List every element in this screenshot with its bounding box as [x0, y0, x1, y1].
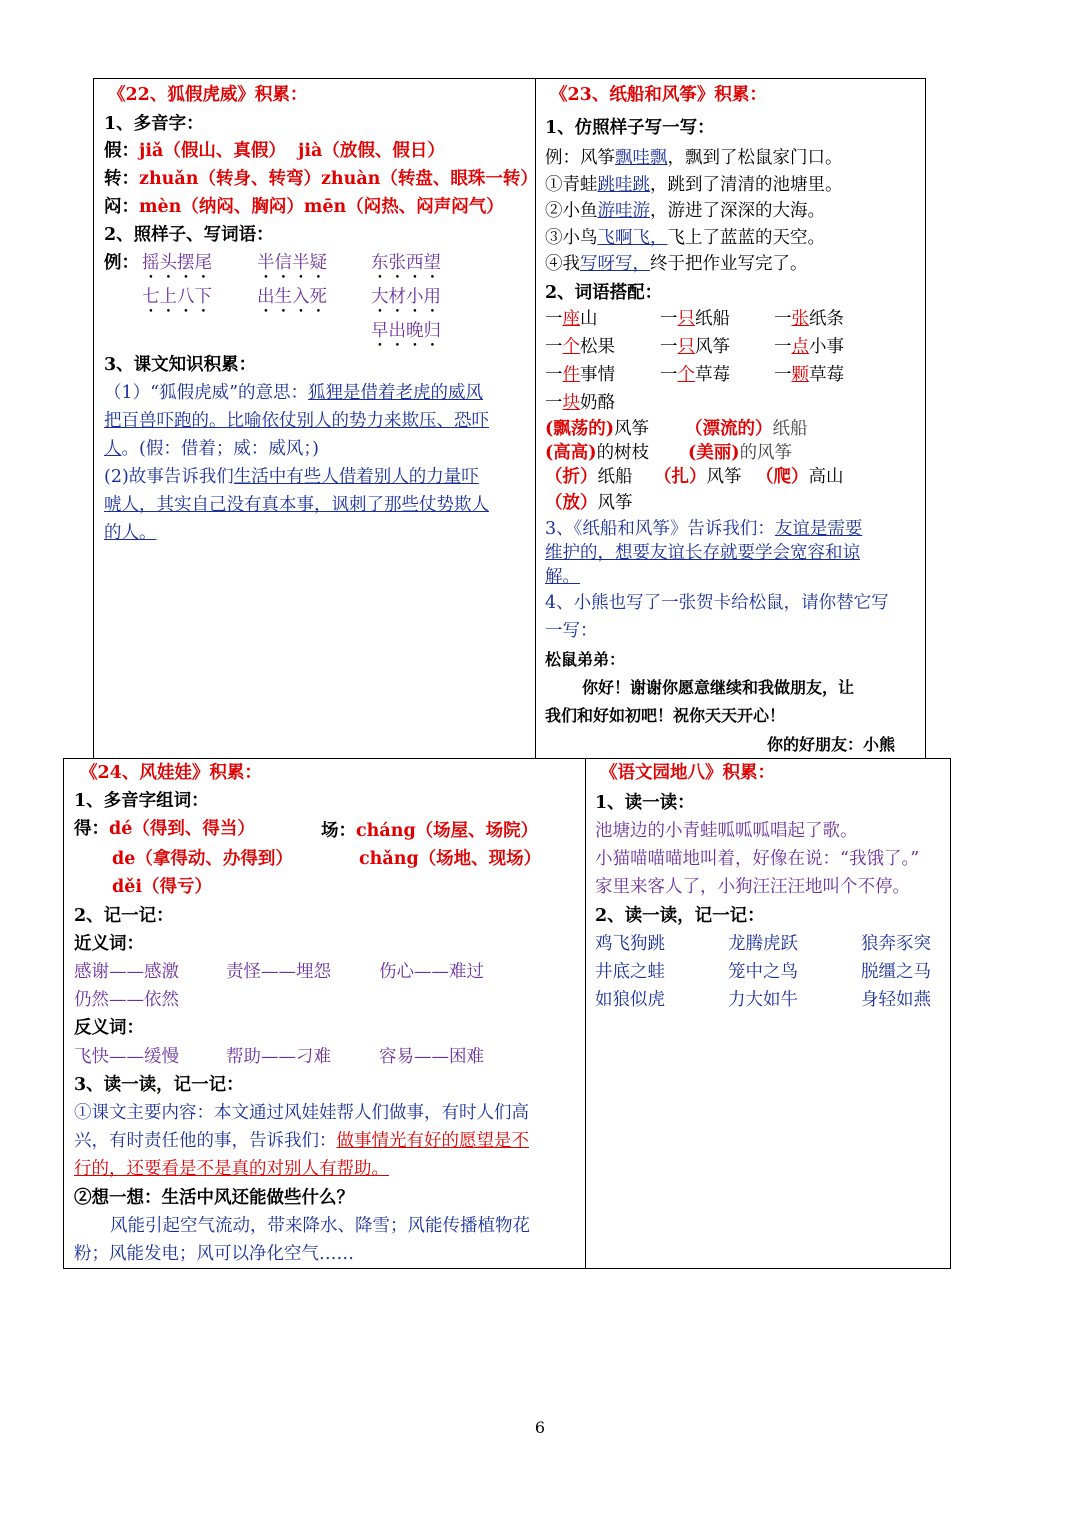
adj-pair: (高高)的树枝	[545, 443, 650, 463]
idiom-item: 如狼似虎	[595, 990, 665, 1010]
card-salutation: 松鼠弟弟：	[545, 650, 626, 669]
think-question: ②想一想：生活中风还能做些什么？	[74, 1188, 354, 1208]
friendship-line: 维护的，想要友谊长存就要学会宽容和谅	[545, 543, 860, 563]
read-sentence: 家里来客人了，小狗汪汪汪地叫个不停。	[595, 877, 910, 897]
measure-pair: 一只纸船	[660, 309, 730, 329]
example-label: 例：	[104, 253, 139, 273]
read-sentence: 池塘边的小青蛙呱呱呱唱起了歌。	[595, 821, 858, 841]
word-item: 东张西望	[371, 253, 441, 273]
imitate-heading: 1、仿照样子写一写：	[545, 118, 715, 138]
polyphone-heading: 1、多音字组词：	[74, 791, 209, 811]
lesson-24-title: 《24、风娃娃》积累：	[80, 763, 262, 783]
word-item: 七上八下	[142, 287, 212, 307]
adj-pair: (美丽)的风筝	[688, 443, 793, 463]
measure-pair: 一个松果	[545, 337, 615, 357]
imitate-line: ③小鸟飞啊飞，飞上了蓝蓝的天空。	[545, 228, 825, 248]
lesson-line: (2)故事告诉我们生活中有些人借着别人的力量吓	[104, 467, 479, 487]
word-item: 半信半疑	[257, 253, 327, 273]
idiom-item: 鸡飞狗跳	[595, 934, 665, 954]
idiom-item: 井底之蛙	[595, 962, 665, 982]
measure-pair: 一块奶酪	[545, 393, 615, 413]
verb-pair: （折）纸船	[545, 467, 633, 487]
card-task-line: 一写：	[545, 621, 598, 641]
page-number: 6	[534, 1418, 546, 1437]
measure-pair: 一只风筝	[660, 337, 730, 357]
idiom-heading: 2、读一读，记一记：	[595, 906, 765, 926]
write-words-heading: 2、照样子、写词语：	[104, 225, 274, 245]
lesson-line: 的人。	[104, 523, 157, 543]
verb-pair: （爬）高山	[756, 467, 844, 487]
remember-heading: 2、记一记：	[74, 906, 174, 926]
knowledge-heading: 3、课文知识积累：	[104, 355, 257, 375]
card-signature: 你的好朋友：小熊	[767, 735, 896, 754]
think-answer: 风能引起空气流动，带来降水、降雪；风能传播植物花	[110, 1216, 530, 1236]
meaning-line: （1）“狐假虎威”的意思：狐狸是借着老虎的威风	[104, 383, 484, 403]
meaning-line: 把百兽吓跑的。比喻依仗别人的势力来欺压、恐吓	[104, 411, 489, 431]
imitate-line: ④我写呀写，终于把作业写完了。	[545, 254, 808, 274]
polyphone-de: 得：dé（得到、得当）	[74, 819, 255, 839]
adj-pair: （漂流的）纸船	[685, 419, 808, 439]
polyphone-de: děi（得亏）	[112, 877, 213, 897]
antonym-pair: 飞快——缓慢	[74, 1047, 179, 1067]
idiom-item: 狼奔豕突	[861, 934, 931, 954]
idiom-item: 脱缰之马	[861, 962, 931, 982]
polyphone-chang: chǎng（场地、现场）	[359, 849, 542, 869]
polyphone-chang: 场：cháng（场屋、场院）	[321, 821, 539, 841]
antonym-pair: 容易——困难	[379, 1047, 484, 1067]
imitate-line: ②小鱼游哇游，游进了深深的大海。	[545, 201, 825, 221]
content-line: 兴，有时责任他的事，告诉我们：做事情光有好的愿望是不	[74, 1131, 529, 1151]
measure-pair: 一颗草莓	[774, 365, 844, 385]
measure-pair: 一件事情	[545, 365, 615, 385]
idiom-item: 龙腾虎跃	[728, 934, 798, 954]
synonym-pair: 责怪——埋怨	[226, 962, 331, 982]
idiom-item: 身轻如燕	[861, 990, 931, 1010]
idiom-item: 力大如牛	[728, 990, 798, 1010]
measure-heading: 2、词语搭配：	[545, 283, 663, 303]
measure-pair: 一座山	[545, 309, 598, 329]
card-body: 你好！谢谢你愿意继续和我做朋友，让	[582, 678, 855, 697]
verb-pair: （放）风筝	[545, 493, 633, 513]
imitate-example: 例：风筝飘哇飘，飘到了松鼠家门口。	[545, 148, 843, 168]
synonym-pair: 感谢——感激	[74, 962, 179, 982]
idiom-item: 笼中之鸟	[728, 962, 798, 982]
friendship-line: 解。	[545, 567, 580, 587]
word-item: 早出晚归	[371, 321, 441, 341]
word-item: 大材小用	[371, 287, 441, 307]
read-remember-heading: 3、读一读，记一记：	[74, 1075, 244, 1095]
lesson-23-title: 《23、纸船和风筝》积累：	[550, 85, 767, 105]
read-heading: 1、读一读：	[595, 793, 695, 813]
imitate-line: ①青蛙跳哇跳，跳到了清清的池塘里。	[545, 175, 843, 195]
card-body: 我们和好如初吧！祝你天天开心！	[545, 706, 786, 725]
read-sentence: 小猫喵喵喵地叫着，好像在说：“我饿了。”	[595, 849, 920, 869]
lesson-22-title: 《22、狐假虎威》积累：	[108, 85, 308, 105]
friendship-line: 3、《纸船和风筝》告诉我们：友谊是需要	[545, 519, 863, 539]
antonym-label: 反义词：	[74, 1018, 144, 1038]
measure-pair: 一个草莓	[660, 365, 730, 385]
antonym-pair: 帮助——刁难	[226, 1047, 331, 1067]
polyphone-men: 闷：mèn（纳闷、胸闷）mēn（闷热、闷声闷气）	[104, 197, 504, 217]
polyphone-zhuan: 转：zhuǎn（转身、转弯）zhuàn（转盘、眼珠一转）	[104, 169, 538, 189]
synonym-pair: 伤心——难过	[379, 962, 484, 982]
measure-pair: 一张纸条	[774, 309, 844, 329]
content-line: ①课文主要内容：本文通过风娃娃帮人们做事，有时人们高	[74, 1103, 529, 1123]
content-line: 行的，还要看是不是真的对别人有帮助。	[74, 1159, 389, 1179]
synonym-label: 近义词：	[74, 934, 144, 954]
word-item: 出生入死	[257, 287, 327, 307]
measure-pair: 一点小事	[774, 337, 844, 357]
polyphone-jia: 假：jiǎ（假山、真假） jià（放假、假日）	[104, 141, 445, 161]
verb-pair: （扎）风筝	[654, 467, 742, 487]
adj-pair: (飘荡的)风筝	[545, 419, 650, 439]
garden-8-title: 《语文园地八》积累：	[600, 763, 775, 783]
lesson-line: 唬人，其实自己没有真本事，讽刺了那些仗势欺人	[104, 495, 489, 515]
synonym-pair: 仍然——依然	[74, 990, 179, 1010]
card-task-line: 4、小熊也写了一张贺卡给松鼠，请你替它写	[545, 593, 889, 613]
polyphone-de: de（拿得动、办得到）	[112, 849, 293, 869]
think-answer: 粉；风能发电；风可以净化空气……	[74, 1244, 354, 1264]
word-item: 摇头摆尾	[142, 253, 212, 273]
meaning-line: 人。(假：借着；威：威风；)	[104, 439, 319, 459]
polyphone-heading: 1、多音字：	[104, 114, 204, 134]
